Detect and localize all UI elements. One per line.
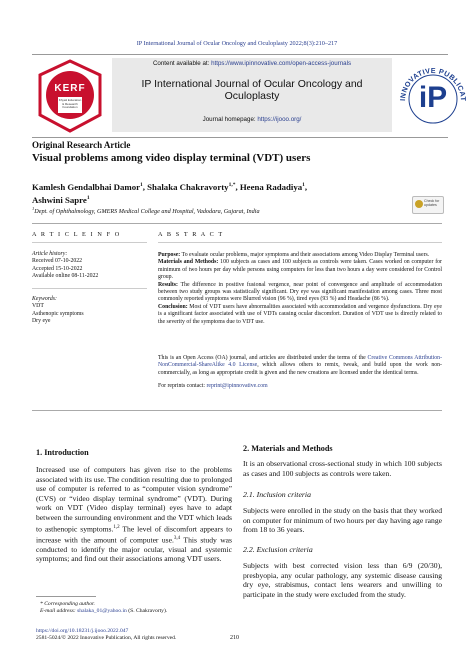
license-link[interactable]: Creative Commons Attribution-NonCommercial-ShareAlike 4.0 License — [158, 355, 442, 369]
check-updates-badge[interactable]: Check for updates — [412, 196, 444, 214]
reprints-email-link[interactable]: reprint@ipinnovative.com — [206, 383, 268, 390]
footnote-rule — [36, 596, 96, 597]
license-text: This is an Open Access (OA) journal, and articles are distributed under the terms of the Creative Commons Attribution-NonCommercial-ShareAlike 4.0 License, which allows others to remix, tweak, and build upon the work non-commercially, as long as appropriate credit is given and the new creations are licensed under the identical terms. For reprints contact: reprint@ipinnovative.com — [158, 355, 442, 390]
section-1-body: Increased use of computers has given rise to the problems associated with its use. The condition resulting due to prolonged use of computer is referred to as “computer vision syndrome” (CVS) or “video display terminal syndrome” (VDT). During work on VDT (Video display terminal) eyes have to adapt between the surrounding environment and the VDT which leads to asthenopic symptoms.$^{1,2}$ The level of discomfort appears to increase with the amount of computer use.$^{3,4}$ This study was conducted to identify the major ocular, visual and systemic symptoms; and find out their associations among VDT users. — [36, 465, 233, 564]
page-number: 210 — [230, 635, 239, 641]
affiliation: $^1$Dept. of Ophthalmology, GMERS Medical College and Hospital, Vadodara, Gujarat, India — [32, 206, 260, 216]
content-available: Content available at: https://www.ipinnovative.com/open-access-journals — [152, 60, 352, 67]
journal-homepage: Journal homepage: https://ijooo.org/ — [202, 116, 302, 123]
homepage-link[interactable]: https://ijooo.org/ — [257, 116, 302, 123]
check-updates-icon — [415, 200, 423, 208]
article-history: Article history: Received 07-10-2022 Accepted 15-10-2022 Available online 08-11-2022 — [32, 251, 99, 280]
section-2-2-body: Subjects with best corrected vision less than 6/9 (20/30), presbyopia, any ocular pathology, any systemic disease causing dry eye, strabismus, contact lens wearers and unwilling to participate in the study were excluded from the study. — [243, 561, 442, 599]
section-2-heading: 2. Materials and Methods — [243, 444, 333, 453]
ip-mark: iP — [418, 81, 448, 114]
journal-banner — [32, 54, 469, 138]
publisher-arc-text: INNOVATIVE PUBLICAT — [397, 65, 469, 102]
article-type: Original Research Article — [32, 140, 131, 150]
section-2-1-heading: 2.1. Inclusion criteria — [243, 490, 311, 499]
abstract-rule — [158, 242, 442, 243]
article-info-rule-2 — [32, 288, 147, 289]
abstract-heading: A B S T R A C T — [158, 231, 224, 238]
article-info-rule — [32, 242, 147, 243]
authors: Kamlesh Gendalbhai Damor$^1$, Shalaka Chakravorty$^{1,*}$, Heena Radadiya$^1$, Ashwini Sapre$^1$ — [32, 181, 308, 205]
abstract-body: Purpose: To evaluate ocular problems, major symptoms and their associations among Video Display Terminal users. Materials and Methods: 100 subjects as cases and 100 subjects as controls were taken. Cases worked on computer for minimum of two hours per day while persons using computers for less than two hours a day were considered for Control group. Results: The difference in positive fusional vergence, near point of convergence and amplitude of accommodation between two study groups was statistically significant. Dry eye was significant manifestation among cases. Three most commonly reported symptoms were Blurred vision (96 %), tired eyes (93 %) and Headache (86 %). Conclusion: Most of VDT users have abnormalities associated with accommodation and vergence dysfunctions. Dry eye is a significant factor associated with use of VDTs causing ocular discomfort. Duration of VDT use is directly related to the severity of the symptoms due to VDT use. — [158, 252, 442, 325]
running-head: IP International Journal of Ocular Oncology and Oculoplasty 2022;8(3):210–217 — [136, 40, 338, 47]
author-email-link[interactable]: shalaka_01@yahoo.in — [77, 608, 127, 614]
section-2-2-heading: 2.2. Exclusion criteria — [243, 545, 313, 554]
journal-banner-center — [112, 58, 392, 132]
section-2-1-body: Subjects were enrolled in the study on the basis that they worked on computer for minimum of two hours per day having age range from 18 to 36 years. — [243, 506, 442, 535]
innovative-publication-logo — [396, 57, 470, 135]
divider-top — [32, 223, 442, 224]
kerf-subtitle: Khyati Education & Research Foundation — [58, 98, 82, 110]
keywords: Keywords: VDT Asthenopic symptoms Dry eye — [32, 296, 84, 325]
journal-title: IP International Journal of Ocular Oncology and Oculoplasty — [141, 78, 363, 102]
kerf-logo — [34, 59, 106, 133]
available-link[interactable]: https://www.ipinnovative.com/open-access-journals — [211, 60, 352, 67]
page-footer: https://doi.org/10.18231/j.ijooo.2022.047 2581-5024/© 2022 Innovative Publication, All rights reserved. — [36, 628, 236, 642]
kerf-text: KERF — [54, 83, 86, 94]
article-title: Visual problems among video display terminal (VDT) users — [32, 152, 311, 164]
section-1-heading: 1. Introduction — [36, 448, 89, 457]
article-info-heading: A R T I C L E I N F O — [32, 231, 121, 238]
doi-link[interactable]: https://doi.org/10.18231/j.ijooo.2022.047 — [36, 628, 129, 634]
divider-bottom — [32, 410, 442, 411]
footnote: * Corresponding author. E-mail address: shalaka_01@yahoo.in (S. Chakravorty). — [40, 601, 168, 614]
section-2-body: It is an observational cross-sectional study in which 100 subjects as cases and 100 subjects as controls were taken. — [243, 459, 442, 478]
